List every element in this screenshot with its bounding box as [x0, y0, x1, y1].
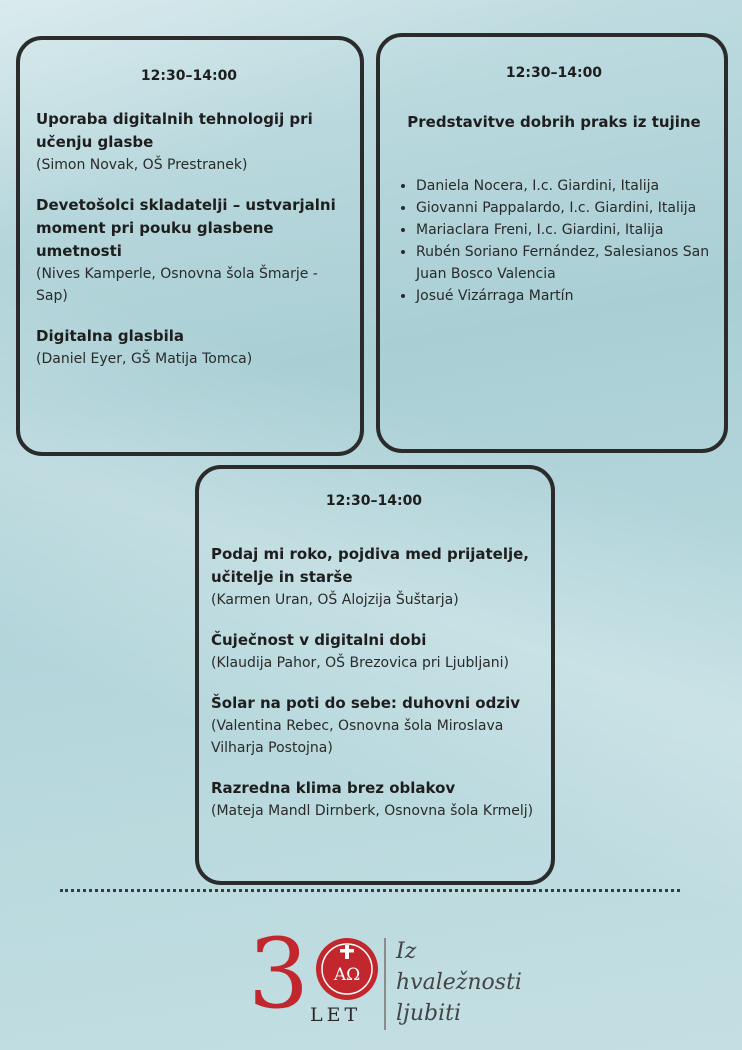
logo-number: 3	[248, 918, 310, 1030]
anniversary-logo	[248, 918, 548, 1040]
talk-list	[36, 108, 342, 370]
motto-line: ljubiti	[396, 1001, 462, 1026]
talk-title: Devetošolci skladatelji – ustvarjalni moment pri pouku glasbene umetnosti	[36, 196, 336, 260]
list-item: • Daniela Nocera, I.c. Giardini, Italija	[416, 175, 714, 197]
seal-icon	[314, 936, 380, 1002]
session-heading: Predstavitve dobrih praks iz tujine	[407, 113, 701, 131]
list-item: • Josué Vizárraga Martín	[416, 285, 714, 307]
talk-title: Razredna klima brez oblakov	[211, 779, 456, 797]
talk-list	[211, 543, 537, 822]
session-time: 12:30–14:00	[140, 68, 238, 84]
motto-line: hvaležnosti	[396, 970, 522, 995]
logo-let: LET	[310, 1004, 362, 1026]
talk-author: (Klaudija Pahor, OŠ Brezovica pri Ljubljani)	[211, 655, 510, 671]
talk-item	[36, 194, 342, 307]
list-item: • Rubén Soriano Fernández, Salesianos San Juan Bosco Valencia	[416, 241, 714, 285]
talk-title: Digitalna glasbila	[36, 327, 185, 345]
talk-author: (Nives Kamperle, Osnovna šola Šmarje - Sap)	[36, 266, 318, 304]
talk-title: Podaj mi roko, pojdiva med prijatelje, učitelje in starše	[211, 545, 530, 586]
session-card-1	[16, 36, 364, 456]
talk-title: Šolar na poti do sebe: duhovni odziv	[211, 694, 521, 712]
talk-author: (Simon Novak, OŠ Prestranek)	[36, 157, 248, 173]
talk-item	[36, 325, 342, 370]
logo-motto	[396, 936, 522, 1029]
session-time: 12:30–14:00	[325, 493, 423, 509]
session-card-3	[195, 465, 555, 885]
talk-author: (Karmen Uran, OŠ Alojzija Šuštarja)	[211, 592, 459, 608]
session-time: 12:30–14:00	[505, 65, 603, 81]
list-item: • Mariaclara Freni, I.c. Giardini, Italija	[416, 219, 714, 241]
seal-text: AΩ	[333, 965, 361, 985]
talk-author: (Valentina Rebec, Osnovna šola Miroslava Vilharja Postojna)	[211, 718, 504, 756]
talk-title: Čuječnost v digitalni dobi	[211, 631, 427, 649]
talk-author: (Mateja Mandl Dirnberk, Osnovna šola Krmelj)	[211, 803, 534, 819]
talk-item	[211, 543, 537, 611]
dotted-divider	[60, 889, 680, 892]
talk-item	[211, 692, 537, 759]
talk-item	[211, 629, 537, 674]
presenter-list	[394, 175, 714, 307]
session-card-2	[376, 33, 728, 453]
talk-item	[36, 108, 342, 176]
motto-line: Iz	[396, 939, 417, 964]
talk-item	[211, 777, 537, 822]
talk-author: (Daniel Eyer, GŠ Matija Tomca)	[36, 351, 253, 367]
logo-separator	[384, 938, 386, 1030]
list-item: • Giovanni Pappalardo, I.c. Giardini, Italija	[416, 197, 714, 219]
talk-title: Uporaba digitalnih tehnologij pri učenju glasbe	[36, 110, 313, 151]
